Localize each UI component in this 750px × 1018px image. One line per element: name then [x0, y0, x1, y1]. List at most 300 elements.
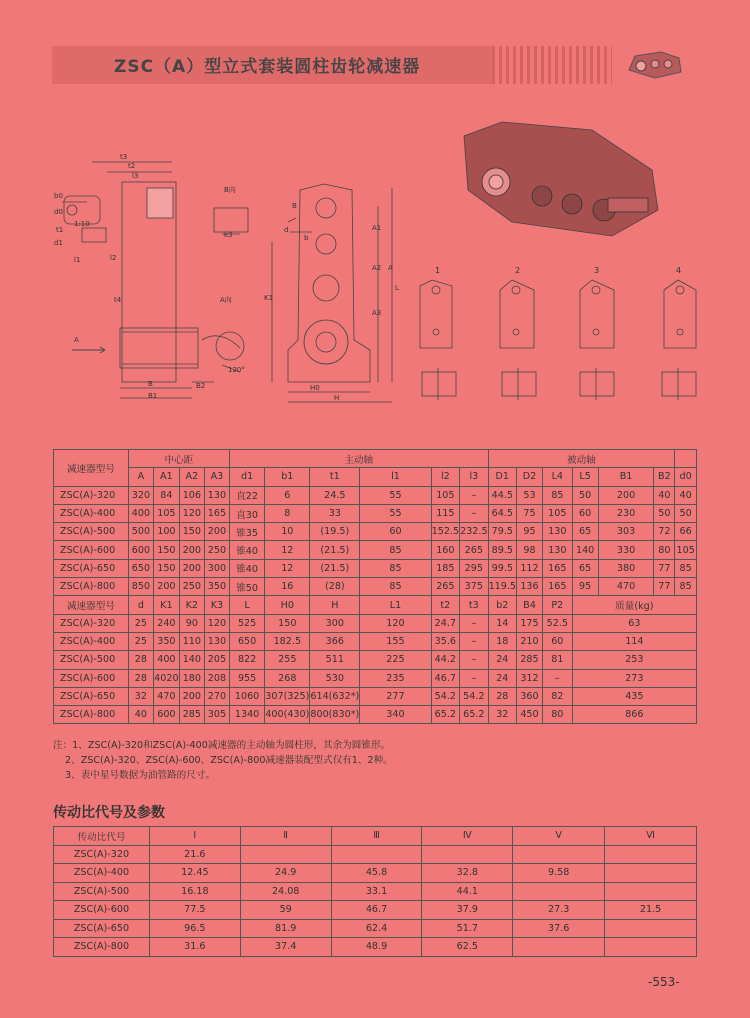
model-cell: ZSC(A)-500 — [54, 651, 129, 669]
table-cell: 955 — [229, 669, 264, 687]
table-cell — [605, 845, 697, 864]
dim-a1: A1 — [372, 224, 382, 232]
table-row — [54, 632, 697, 650]
dim-a3: A3 — [372, 309, 382, 317]
subheader-cell: t2 — [431, 596, 459, 614]
mount-2-label: 2 — [515, 266, 521, 275]
table-cell: 250 — [204, 541, 229, 559]
model-cell: ZSC(A)-320 — [54, 614, 129, 632]
table-cell: 48.9 — [331, 938, 422, 957]
table-cell: 140 — [572, 541, 598, 559]
mount-2-diagram — [500, 280, 536, 400]
table-cell: 锥40 — [229, 541, 264, 559]
model-cell: ZSC(A)-650 — [54, 919, 150, 938]
dim-taper: 1:10 — [74, 220, 90, 228]
table-cell — [605, 938, 697, 957]
table-cell: 136 — [517, 578, 543, 596]
table-cell: 99.5 — [488, 559, 516, 577]
table-cell: 340 — [360, 706, 431, 724]
subheader-cell: d0 — [675, 468, 697, 486]
table-cell: 62.4 — [331, 919, 422, 938]
table-cell: 470 — [153, 687, 179, 705]
technical-drawings — [52, 110, 707, 410]
table-cell: 77 — [654, 578, 675, 596]
dim-d0: d0 — [54, 208, 63, 216]
table-cell: 44.2 — [431, 651, 459, 669]
model-cell: ZSC(A)-600 — [54, 669, 129, 687]
subheader-cell: B1 — [598, 468, 654, 486]
table-cell: 614(632*) — [310, 687, 360, 705]
table-cell: 866 — [572, 706, 696, 724]
arrow-b-label: B — [292, 202, 297, 210]
table-cell: 350 — [153, 632, 179, 650]
table-cell: 106 — [179, 486, 204, 504]
table-cell: 800(830*) — [310, 706, 360, 724]
mount-4-label: 4 — [676, 266, 682, 275]
dim-b1: B1 — [148, 392, 158, 400]
table-cell: 60 — [572, 504, 598, 522]
table-cell: 115 — [431, 504, 459, 522]
table-cell: – — [542, 669, 572, 687]
table-cell: 40 — [675, 486, 697, 504]
model-cell: ZSC(A)-800 — [54, 938, 150, 957]
table-cell: 65.2 — [431, 706, 459, 724]
table-cell: 28 — [128, 669, 153, 687]
table-cell: 6 — [265, 486, 310, 504]
table-cell: 285 — [179, 706, 204, 724]
model-cell: ZSC(A)-600 — [54, 901, 150, 920]
table-cell: 200 — [179, 687, 204, 705]
table-cell: 822 — [229, 651, 264, 669]
table-cell: 直30 — [229, 504, 264, 522]
table-cell: 45.8 — [331, 864, 422, 883]
table-cell: 27.3 — [513, 901, 605, 920]
table-cell: 200 — [179, 541, 204, 559]
spec-header-row-2 — [54, 596, 697, 614]
model-cell: ZSC(A)-800 — [54, 706, 129, 724]
table-cell: 230 — [598, 504, 654, 522]
table-cell: 52.5 — [542, 614, 572, 632]
table-cell: (19.5) — [310, 523, 360, 541]
table-cell: 150 — [179, 523, 204, 541]
table-row — [54, 669, 697, 687]
table-cell: 37.6 — [513, 919, 605, 938]
header-blank — [675, 450, 697, 468]
view-a-label: A向 — [220, 296, 232, 304]
model-cell: ZSC(A)-800 — [54, 578, 129, 596]
dim-angle: 120° — [228, 366, 245, 374]
table-cell — [605, 864, 697, 883]
table-row — [54, 504, 697, 522]
subheader-cell: K2 — [179, 596, 204, 614]
dim-t4: t4 — [114, 296, 122, 304]
dim-l1: l1 — [74, 256, 81, 264]
table-cell: 119.5 — [488, 578, 516, 596]
dim-a: A — [388, 264, 393, 272]
table-cell: 24 — [488, 651, 516, 669]
dim-t3: t3 — [120, 153, 128, 161]
table-cell — [605, 882, 697, 901]
table-cell: 165 — [542, 578, 572, 596]
table-cell: 114 — [572, 632, 696, 650]
table-cell: 150 — [153, 541, 179, 559]
table-cell: 265 — [460, 541, 488, 559]
table-cell: 79.5 — [488, 523, 516, 541]
table-cell: 150 — [265, 614, 310, 632]
table-row — [54, 882, 697, 901]
subheader-cell: L5 — [572, 468, 598, 486]
table-cell: 46.7 — [331, 901, 422, 920]
subheader-cell: B4 — [517, 596, 543, 614]
table-cell: 35.6 — [431, 632, 459, 650]
table-cell — [422, 845, 513, 864]
header-center-distance: 中心距 — [128, 450, 229, 468]
title-banner — [52, 46, 707, 86]
table-cell — [331, 845, 422, 864]
table-cell: 295 — [460, 559, 488, 577]
subheader-cell: K1 — [153, 596, 179, 614]
table-cell: 235 — [360, 669, 431, 687]
table-cell: 105 — [675, 541, 697, 559]
table-cell: 200 — [598, 486, 654, 504]
mount-1-diagram — [420, 280, 456, 400]
table-cell: 33.1 — [331, 882, 422, 901]
table-cell: 225 — [360, 651, 431, 669]
subheader-cell: l1 — [360, 468, 431, 486]
table-cell: 59 — [240, 901, 331, 920]
table-cell: 450 — [517, 706, 543, 724]
dim-t1: t1 — [56, 226, 64, 234]
table-cell: 95 — [517, 523, 543, 541]
table-cell: 268 — [265, 669, 310, 687]
dim-b: B — [148, 380, 153, 388]
subheader-cell: K3 — [204, 596, 229, 614]
table-cell: 54.2 — [460, 687, 488, 705]
table-cell: 511 — [310, 651, 360, 669]
subheader-cell: t1 — [310, 468, 360, 486]
table-cell: 112 — [517, 559, 543, 577]
subheader-cell: H — [310, 596, 360, 614]
table-row — [54, 864, 697, 883]
dim-h: H — [334, 394, 340, 402]
table-cell: 24 — [488, 669, 516, 687]
table-cell: 75 — [517, 504, 543, 522]
table-cell: 64.5 — [488, 504, 516, 522]
subheader-cell: A2 — [179, 468, 204, 486]
table-cell: 锥35 — [229, 523, 264, 541]
subheader-cell: A3 — [204, 468, 229, 486]
dim-a2: A2 — [372, 264, 382, 272]
table-cell: 400(430) — [265, 706, 310, 724]
table-cell: 110 — [179, 632, 204, 650]
table-cell: 24.5 — [310, 486, 360, 504]
table-cell: 50 — [654, 504, 675, 522]
mounting-variants — [420, 280, 696, 400]
ratio-header-cell: Ⅳ — [422, 827, 513, 846]
mount-3-diagram — [580, 280, 614, 400]
table-cell: 4020 — [153, 669, 179, 687]
table-cell — [240, 845, 331, 864]
dim-k1: K1 — [264, 294, 274, 302]
table-cell: 165 — [542, 559, 572, 577]
table-cell: 120 — [179, 504, 204, 522]
subheader-cell: D1 — [488, 468, 516, 486]
table-cell: 46.7 — [431, 669, 459, 687]
shaft-side-view — [62, 162, 248, 398]
table-cell: 300 — [310, 614, 360, 632]
spec-table — [53, 449, 697, 724]
subheader-cell: H0 — [265, 596, 310, 614]
table-cell — [513, 845, 605, 864]
table-cell: 205 — [204, 651, 229, 669]
dim-k3: k3 — [224, 231, 233, 239]
dim-b0: b0 — [54, 192, 63, 200]
table-cell: 130 — [204, 632, 229, 650]
ratio-header-cell: 传动比代号 — [54, 827, 150, 846]
table-cell — [513, 938, 605, 957]
gearbox-3d-view — [464, 122, 658, 236]
table-cell: 25 — [128, 614, 153, 632]
table-cell: 120 — [360, 614, 431, 632]
table-cell: 232.5 — [460, 523, 488, 541]
table-cell: 165 — [204, 504, 229, 522]
table-cell: 32.8 — [422, 864, 513, 883]
table-cell: 72 — [654, 523, 675, 541]
table-cell: (21.5) — [310, 559, 360, 577]
title-stripes — [492, 46, 612, 84]
table-cell: 105 — [431, 486, 459, 504]
model-cell: ZSC(A)-650 — [54, 687, 129, 705]
subheader-cell: L4 — [542, 468, 572, 486]
table-cell: 24.08 — [240, 882, 331, 901]
page-title: ZSC（A）型立式套装圆柱齿轮减速器 — [114, 57, 421, 77]
table-cell: 66 — [675, 523, 697, 541]
table-cell: 1060 — [229, 687, 264, 705]
table-cell: 25 — [128, 632, 153, 650]
table-cell: 305 — [204, 706, 229, 724]
table-cell: 100 — [153, 523, 179, 541]
model-cell: ZSC(A)-600 — [54, 541, 129, 559]
table-row — [54, 614, 697, 632]
table-cell: 65 — [572, 559, 598, 577]
table-cell: 303 — [598, 523, 654, 541]
table-cell: 12 — [265, 541, 310, 559]
table-cell: 80 — [542, 706, 572, 724]
table-cell: 60 — [360, 523, 431, 541]
header-driven-shaft: 被动轴 — [488, 450, 675, 468]
subheader-cell: l3 — [460, 468, 488, 486]
table-cell: 85 — [675, 578, 697, 596]
model-cell: ZSC(A)-650 — [54, 559, 129, 577]
table-cell: 470 — [598, 578, 654, 596]
table-row — [54, 901, 697, 920]
dim-d1: d1 — [54, 239, 63, 247]
table-cell: 105 — [542, 504, 572, 522]
table-cell: 55 — [360, 504, 431, 522]
table-cell: 31.6 — [149, 938, 240, 957]
table-row — [54, 706, 697, 724]
table-cell: 650 — [229, 632, 264, 650]
table-cell: 152.5 — [431, 523, 459, 541]
table-cell — [513, 882, 605, 901]
table-cell: 21.5 — [605, 901, 697, 920]
table-cell: 8 — [265, 504, 310, 522]
subheader-cell: D2 — [517, 468, 543, 486]
table-row — [54, 559, 697, 577]
header-model-2: 减速器型号 — [54, 596, 129, 614]
table-cell: 12 — [265, 559, 310, 577]
table-cell: 44.1 — [422, 882, 513, 901]
table-cell: 80 — [654, 541, 675, 559]
header-drive-shaft: 主动轴 — [229, 450, 488, 468]
table-cell: 9.58 — [513, 864, 605, 883]
table-cell: 24.9 — [240, 864, 331, 883]
table-cell: 33 — [310, 504, 360, 522]
table-cell: 96.5 — [149, 919, 240, 938]
table-cell: 65.2 — [460, 706, 488, 724]
table-cell: 160 — [431, 541, 459, 559]
table-cell: 85 — [675, 559, 697, 577]
table-cell: 锥50 — [229, 578, 264, 596]
table-cell: 82 — [542, 687, 572, 705]
subheader-cell: d1 — [229, 468, 264, 486]
ratio-header-cell: Ⅰ — [149, 827, 240, 846]
table-cell: 240 — [153, 614, 179, 632]
table-cell: 500 — [128, 523, 153, 541]
note-2: 2、ZSC(A)-320、ZSC(A)-600、ZSC(A)-800减速器装配型式仅有1、2种。 — [65, 755, 393, 766]
table-cell: 130 — [542, 523, 572, 541]
dim-b2: B2 — [196, 382, 206, 390]
model-cell: ZSC(A)-400 — [54, 864, 150, 883]
table-row — [54, 938, 697, 957]
table-cell: 155 — [360, 632, 431, 650]
table-cell: 312 — [517, 669, 543, 687]
table-cell: – — [460, 651, 488, 669]
table-cell: 140 — [179, 651, 204, 669]
model-cell: ZSC(A)-400 — [54, 632, 129, 650]
subheader-cell: L1 — [360, 596, 431, 614]
subheader-cell: l2 — [431, 468, 459, 486]
table-cell: 40 — [128, 706, 153, 724]
table-cell: 307(325) — [265, 687, 310, 705]
table-cell: – — [460, 614, 488, 632]
table-cell: 285 — [517, 651, 543, 669]
ratio-section-title: 传动比代号及参数 — [53, 805, 165, 821]
table-cell: 85 — [360, 578, 431, 596]
table-cell: 21.6 — [149, 845, 240, 864]
table-cell: – — [460, 486, 488, 504]
dim-l3: l3 — [132, 172, 139, 180]
table-cell: 77.5 — [149, 901, 240, 920]
table-cell: 85 — [360, 559, 431, 577]
subheader-cell: t3 — [460, 596, 488, 614]
table-cell: 200 — [204, 523, 229, 541]
table-cell: 65 — [572, 523, 598, 541]
table-cell: 10 — [265, 523, 310, 541]
table-cell: 53 — [517, 486, 543, 504]
subheader-cell: b1 — [265, 468, 310, 486]
note-3: 3、表中星号数据为油管路的尺寸。 — [65, 770, 216, 781]
table-cell: 40 — [654, 486, 675, 504]
table-cell: 77 — [654, 559, 675, 577]
ratio-table — [53, 826, 697, 957]
gearbox-thumbnail-icon — [621, 46, 689, 82]
table-cell: 14 — [488, 614, 516, 632]
table-cell: 650 — [128, 559, 153, 577]
mount-1-label: 1 — [435, 266, 441, 275]
table-cell: 16 — [265, 578, 310, 596]
subheader-cell: 质量(kg) — [572, 596, 696, 614]
table-cell: (28) — [310, 578, 360, 596]
table-cell: 130 — [542, 541, 572, 559]
table-cell: 350 — [204, 578, 229, 596]
table-cell: 208 — [204, 669, 229, 687]
notes — [53, 738, 393, 783]
table-cell: 50 — [572, 486, 598, 504]
table-cell: 400 — [153, 651, 179, 669]
subheader-cell: A — [128, 468, 153, 486]
table-cell: 600 — [128, 541, 153, 559]
table-cell: 250 — [179, 578, 204, 596]
table-cell: 120 — [204, 614, 229, 632]
table-cell: 28 — [128, 651, 153, 669]
table-cell: 105 — [153, 504, 179, 522]
table-cell: 90 — [179, 614, 204, 632]
ratio-header-cell: Ⅱ — [240, 827, 331, 846]
table-cell: 84 — [153, 486, 179, 504]
table-cell: 16.18 — [149, 882, 240, 901]
table-cell: 28 — [488, 687, 516, 705]
model-cell: ZSC(A)-400 — [54, 504, 129, 522]
table-cell: 150 — [153, 559, 179, 577]
table-cell: 200 — [179, 559, 204, 577]
table-row — [54, 541, 697, 559]
table-cell: 366 — [310, 632, 360, 650]
table-row — [54, 687, 697, 705]
ratio-header-row — [54, 827, 697, 846]
table-cell — [605, 919, 697, 938]
table-row — [54, 486, 697, 504]
table-cell: 530 — [310, 669, 360, 687]
subheader-cell: b2 — [488, 596, 516, 614]
table-cell: 175 — [517, 614, 543, 632]
dim-h0: H0 — [310, 384, 320, 392]
table-cell: 18 — [488, 632, 516, 650]
table-cell: 435 — [572, 687, 696, 705]
table-row — [54, 845, 697, 864]
table-cell: – — [460, 669, 488, 687]
table-row — [54, 578, 697, 596]
table-cell: 89.5 — [488, 541, 516, 559]
table-cell: 95 — [572, 578, 598, 596]
table-cell: 44.5 — [488, 486, 516, 504]
mount-4-diagram — [662, 280, 696, 400]
table-cell: 270 — [204, 687, 229, 705]
table-cell: 37.9 — [422, 901, 513, 920]
table-cell: 277 — [360, 687, 431, 705]
arrow-a-label: A — [74, 336, 79, 344]
table-cell: 185 — [431, 559, 459, 577]
table-cell: 1340 — [229, 706, 264, 724]
table-cell: 525 — [229, 614, 264, 632]
ratio-header-cell: Ⅲ — [331, 827, 422, 846]
table-cell: 98 — [517, 541, 543, 559]
header-model: 减速器型号 — [54, 450, 129, 487]
table-cell: 锥40 — [229, 559, 264, 577]
table-cell: 253 — [572, 651, 696, 669]
table-cell: 32 — [128, 687, 153, 705]
table-cell: 400 — [128, 504, 153, 522]
